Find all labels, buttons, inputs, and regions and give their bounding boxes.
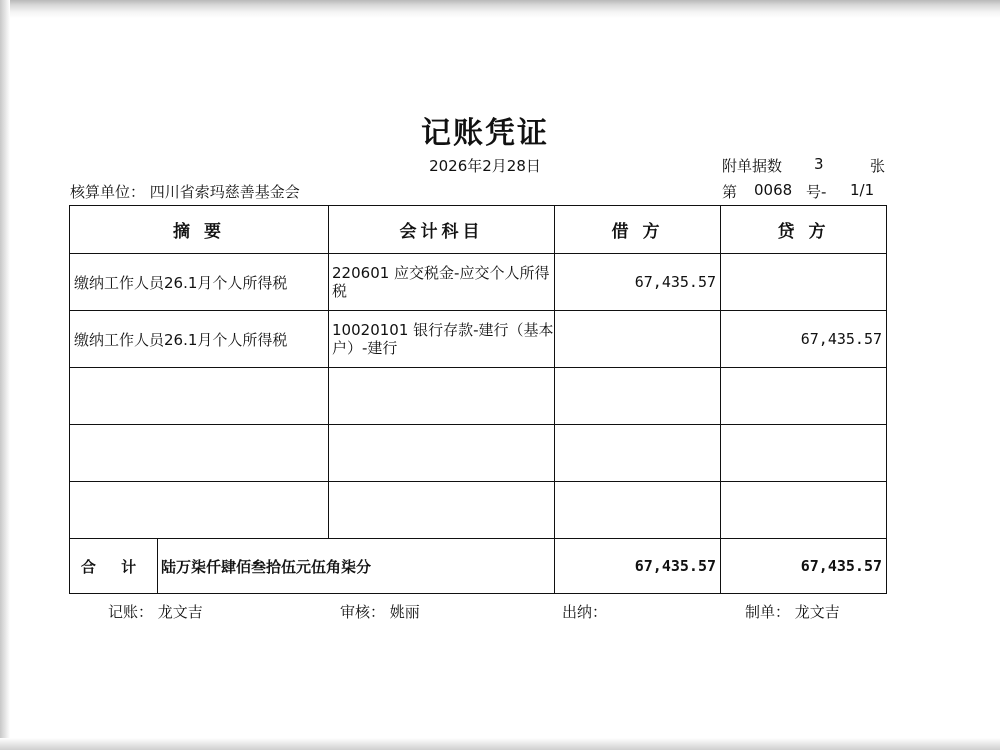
- table-row: [70, 482, 887, 539]
- entry-credit: 67,435.57: [721, 311, 887, 368]
- header-account: 会计科目: [329, 206, 555, 254]
- entry-account: 220601 应交税金-应交个人所得税: [329, 254, 555, 311]
- signature-preparer: [745, 601, 840, 622]
- voucher-number-prefix: 第: [722, 183, 738, 201]
- voucher-number-value: 0068: [754, 181, 793, 199]
- preparer-label: 制单：: [745, 603, 791, 621]
- entry-summary: 缴纳工作人员26.1月个人所得税: [70, 311, 329, 368]
- attachments: [722, 155, 886, 176]
- scan-edge-top: [0, 0, 1000, 18]
- accounting-unit: [70, 181, 300, 202]
- accounting-unit-value: 四川省索玛慈善基金会: [149, 183, 300, 201]
- entry-credit: [721, 254, 887, 311]
- reviewer-label: 审核：: [340, 603, 386, 621]
- total-row: [70, 539, 887, 594]
- total-credit: 67,435.57: [721, 539, 887, 594]
- table-row: [70, 425, 887, 482]
- entry-summary: [70, 425, 329, 482]
- entry-account: [329, 482, 555, 539]
- table-row: [70, 311, 887, 368]
- attachments-unit: 张: [870, 157, 886, 175]
- entry-summary: [70, 482, 329, 539]
- voucher-table: [69, 205, 887, 594]
- entry-debit: [555, 425, 721, 482]
- voucher-number-suffix: 号-: [806, 183, 827, 201]
- entry-credit: [721, 425, 887, 482]
- total-debit: 67,435.57: [555, 539, 721, 594]
- entry-account: 10020101 银行存款-建行（基本户）-建行: [329, 311, 555, 368]
- signature-cashier: [562, 601, 607, 622]
- reviewer-name: 姚丽: [389, 603, 420, 621]
- header-credit: 贷 方: [721, 206, 887, 254]
- entry-credit: [721, 368, 887, 425]
- entry-debit: [555, 368, 721, 425]
- voucher-title: 记账凭证: [421, 116, 549, 151]
- entry-account: [329, 368, 555, 425]
- scan-edge-bottom: [0, 738, 1000, 750]
- accounting-unit-label: 核算单位：: [70, 183, 146, 201]
- voucher-date: 2026年2月28日: [429, 157, 541, 175]
- attachments-label: 附单据数: [722, 157, 783, 175]
- table-row: [70, 254, 887, 311]
- entry-account: [329, 425, 555, 482]
- preparer-name: 龙文吉: [794, 603, 840, 621]
- cashier-label: 出纳：: [562, 603, 608, 621]
- entry-debit: [555, 482, 721, 539]
- entry-credit: [721, 482, 887, 539]
- bookkeeper-name: 龙文吉: [157, 603, 203, 621]
- entry-debit: 67,435.57: [555, 254, 721, 311]
- total-amount-in-words: 陆万柒仟肆佰叁拾伍元伍角柒分: [158, 539, 555, 594]
- signature-bookkeeper: [108, 601, 203, 622]
- table-header: [70, 206, 887, 254]
- attachments-count: 3: [814, 155, 824, 173]
- header-summary: 摘 要: [70, 206, 329, 254]
- table-row: [70, 368, 887, 425]
- entry-debit: [555, 311, 721, 368]
- total-label: 合 计: [70, 539, 158, 594]
- bookkeeper-label: 记账：: [108, 603, 154, 621]
- signature-reviewer: [340, 601, 420, 622]
- entry-summary: 缴纳工作人员26.1月个人所得税: [70, 254, 329, 311]
- voucher-page: 1/1: [850, 181, 875, 199]
- header-debit: 借 方: [555, 206, 721, 254]
- entry-summary: [70, 368, 329, 425]
